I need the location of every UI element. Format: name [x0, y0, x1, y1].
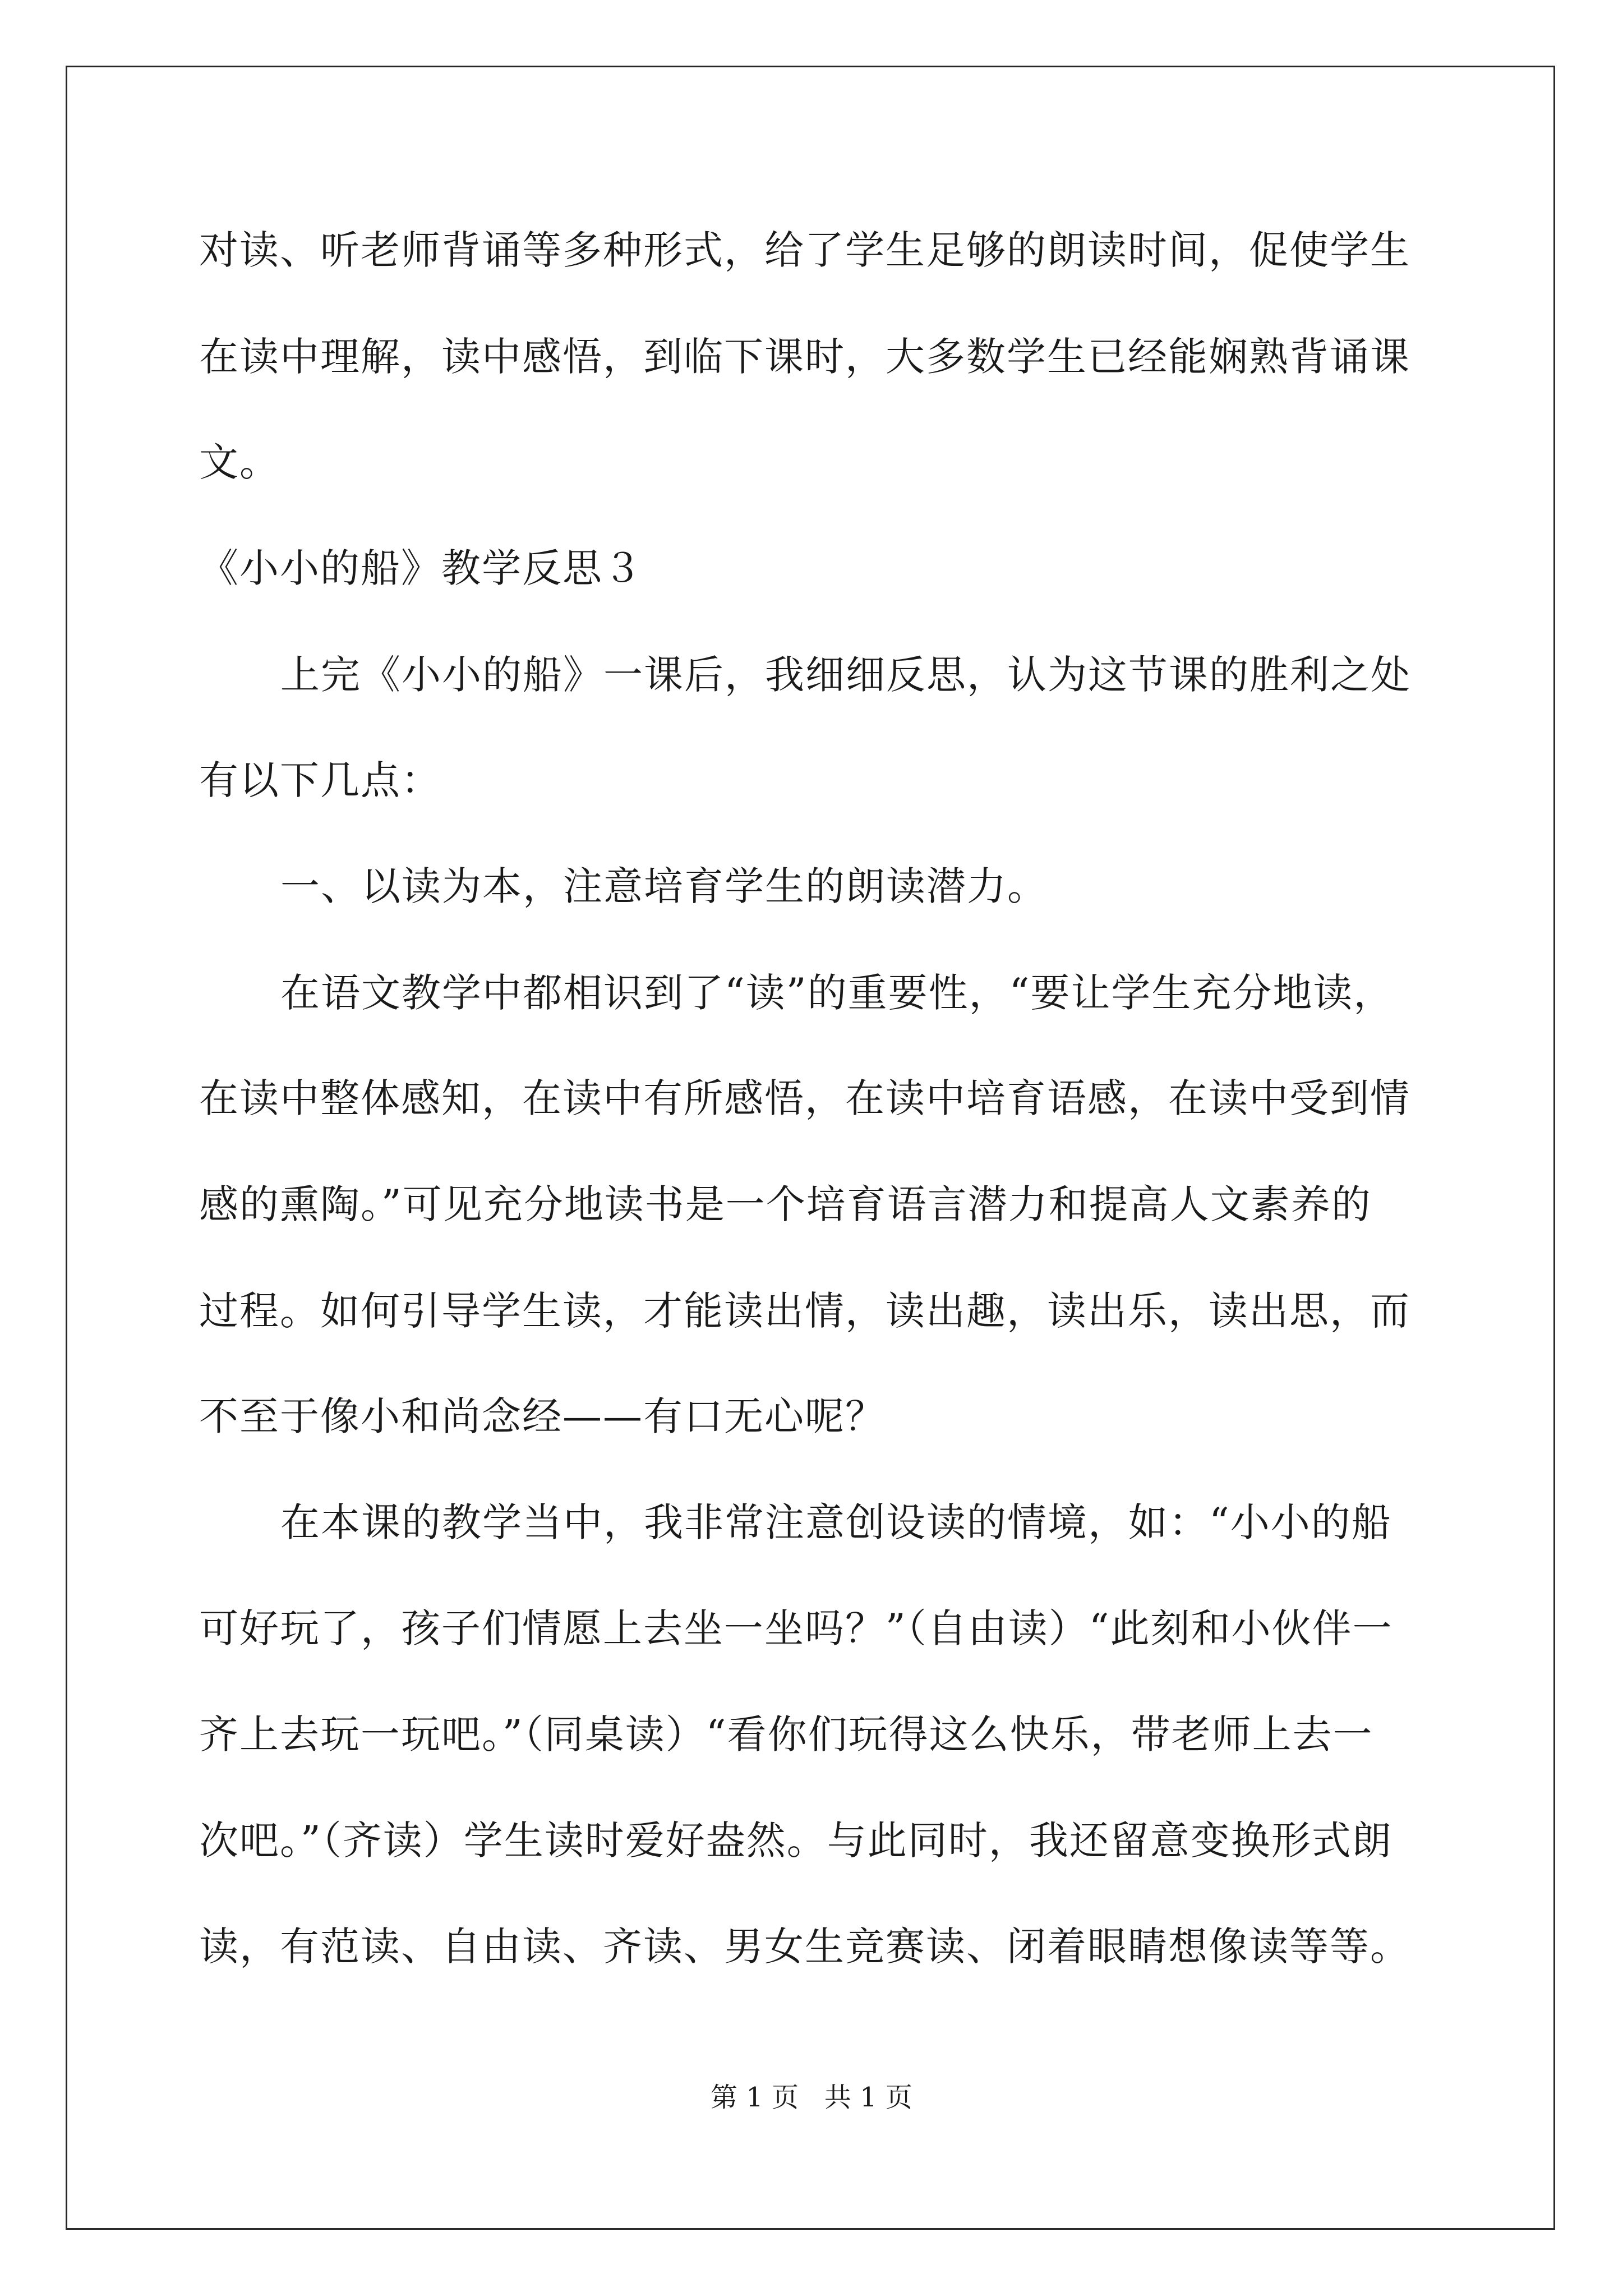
paragraph-line: 在语文教学中都相识到了“读”的重要性，“要让学生充分地读， — [280, 970, 1394, 1016]
body-text-line: 有以下几点： — [199, 757, 441, 803]
body-text-line: 在读中理解，读中感悟，到临下课时，大多数学生已经能娴熟背诵课 — [199, 334, 1410, 380]
body-text-line: 在读中整体感知，在读中有所感悟，在读中培育语感，在读中受到情 — [199, 1075, 1410, 1121]
page-number-footer: 第 1 页 共 1 页 — [711, 2082, 912, 2113]
body-text-line: 对读、听老师背诵等多种形式，给了学生足够的朗读时间，促使学生 — [199, 227, 1410, 273]
body-text-line: 次吧。”（齐读）学生读时爱好盎然。与此同时，我还留意变换形式朗 — [199, 1818, 1393, 1864]
body-text-line: 读，有范读、自由读、齐读、男女生竞赛读、闭着眼睛想像读等等。 — [199, 1924, 1410, 1970]
section-heading: 《小小的船》教学反思３ — [199, 545, 643, 591]
subheading: 一、以读为本，注意培育学生的朗读潜力。 — [280, 863, 1048, 909]
paragraph-line: 在本课的教学当中，我非常注意创设读的情境，如：“小小的船 — [280, 1499, 1392, 1545]
paragraph-line: 上完《小小的船》一课后，我细细反思，认为这节课的胜利之处 — [280, 652, 1411, 698]
body-text-line: 可好玩了，孩子们情愿上去坐一坐吗？”（自由读）“此刻和小伙伴一 — [199, 1605, 1393, 1651]
body-text-line: 文。 — [199, 439, 280, 485]
body-text-line: 不至于像小和尚念经——有口无心呢？ — [199, 1393, 886, 1439]
body-text-line: 感的熏陶。”可见充分地读书是一个培育语言潜力和提高人文素养的 — [199, 1181, 1372, 1227]
page-border — [66, 66, 1555, 2230]
body-text-line: 过程。如何引导学生读，才能读出情，读出趣，读出乐，读出思，而 — [199, 1288, 1410, 1334]
body-text-line: 齐上去玩一玩吧。”（同桌读）“看你们玩得这么快乐，带老师上去一 — [199, 1711, 1373, 1757]
